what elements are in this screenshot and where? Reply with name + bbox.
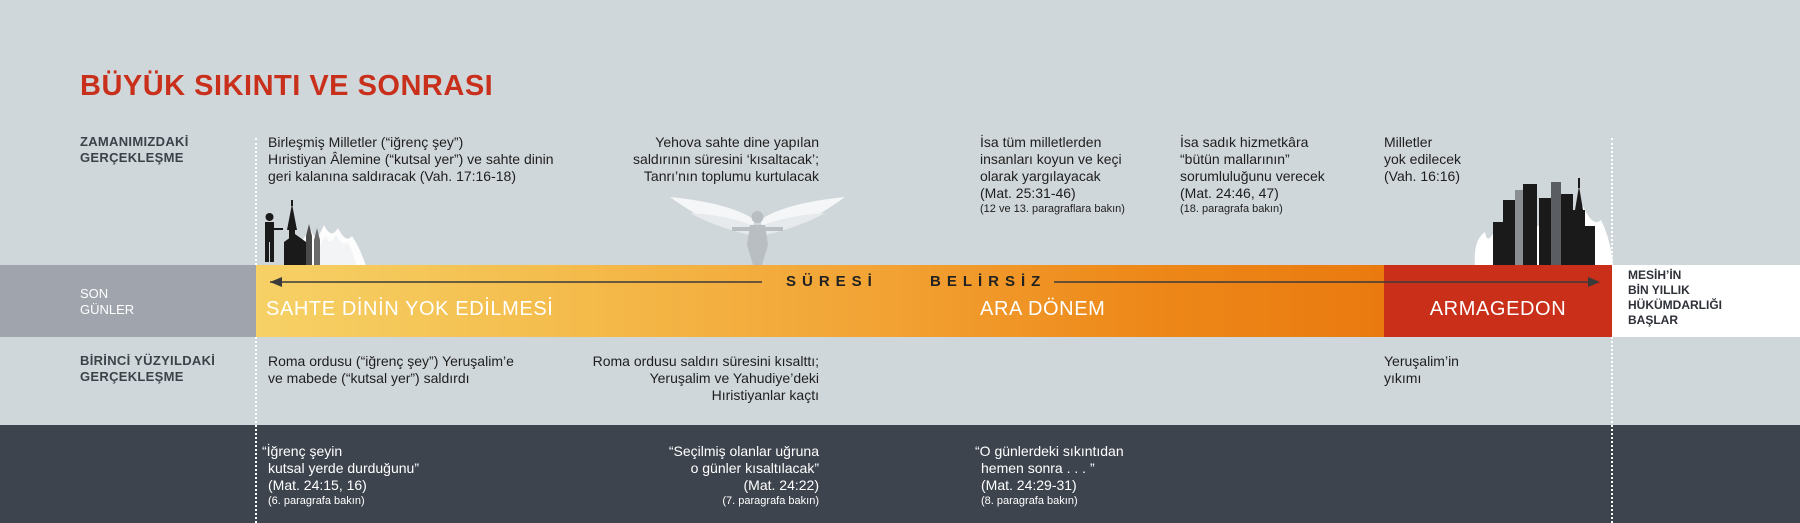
first-century-attack-text: Roma ordusu (“iğrenç şey”) Yeruşalim’e ve mabede (“kutsal yer”) saldırdı xyxy=(268,353,514,386)
modern-attack-text: Birleşmiş Milletler (“iğrenç şey”) Hıristiyan Âlemine (“kutsal yer”) ve sahte dinin geri kalanına saldıracak (Vah. 17:16-18) xyxy=(268,134,554,184)
city-destruction-illustration xyxy=(1465,170,1615,266)
page-title: BÜYÜK SIKINTI VE SONRASI xyxy=(80,70,494,102)
arrow-right-head xyxy=(1588,277,1600,287)
millennium-label: MESİH’İN BİN YILLIK HÜKÜMDARLIĞI BAŞLAR xyxy=(1628,268,1722,327)
modern-cut-short-text: Yehova sahte dine yapılan saldırının süresini ‘kısaltacak’; Tanrı’nın toplumu kurtulacak xyxy=(633,134,819,184)
quote-after-tribulation: “O günlerdeki sıkıntıdan hemen sonra . . . ” (Mat. 24:29-31) (8. paragrafa bakın) xyxy=(975,443,1124,507)
modern-nations-text: Milletler yok edilecek (Vah. 16:16) xyxy=(1384,134,1462,184)
start-marker-lower xyxy=(255,337,257,523)
end-marker-lower xyxy=(1611,337,1613,523)
first-century-destruction-text: Yeruşalim’in yıkımı xyxy=(1384,353,1459,386)
end-marker-upper xyxy=(1611,138,1613,265)
church-attack-illustration xyxy=(256,200,371,266)
interval-label: ARA DÖNEM xyxy=(980,298,1106,320)
start-marker-upper xyxy=(255,138,257,265)
quote-abomination: “İğrenç şeyin kutsal yerde durduğunu” (Mat. 24:15, 16) (6. paragrafa bakın) xyxy=(262,443,419,507)
angel-illustration xyxy=(670,195,845,265)
first-century-cut-short-text: Roma ordusu saldırı süresini kısalttı; Yeruşalim ve Yahudiye’deki Hıristiyanlar kaçtı xyxy=(592,353,819,403)
unknown-label: BELİRSİZ xyxy=(930,273,1047,290)
arrow-left-head xyxy=(270,277,282,287)
last-days-label: SON GÜNLER xyxy=(80,286,135,317)
duration-label: SÜRESİ xyxy=(786,273,878,290)
modern-belongings-text: İsa sadık hizmetkâra “bütün mallarının” sorumluluğunu verecek (Mat. 24:46, 47) (18. paragrafa bakın) xyxy=(1180,134,1325,215)
modern-judgment-text: İsa tüm milletlerden insanları koyun ve keçi olarak yargılayacak (Mat. 25:31-46) (12 ve 13. paragraflara bakın) xyxy=(980,134,1125,215)
armageddon-label: ARMAGEDON xyxy=(1429,298,1567,320)
first-century-label: BİRİNCİ YÜZYILDAKİ GERÇEKLEŞME xyxy=(80,353,216,384)
quote-days-cut-short: “Seçilmiş olanlar uğruna o günler kısaltılacak” (Mat. 24:22) (7. paragrafa bakın) xyxy=(668,443,819,507)
modern-fulfillment-label: ZAMANIMIZDAKİ GERÇEKLEŞME xyxy=(80,134,189,165)
false-religion-label: SAHTE DİNİN YOK EDİLMESİ xyxy=(266,298,554,320)
